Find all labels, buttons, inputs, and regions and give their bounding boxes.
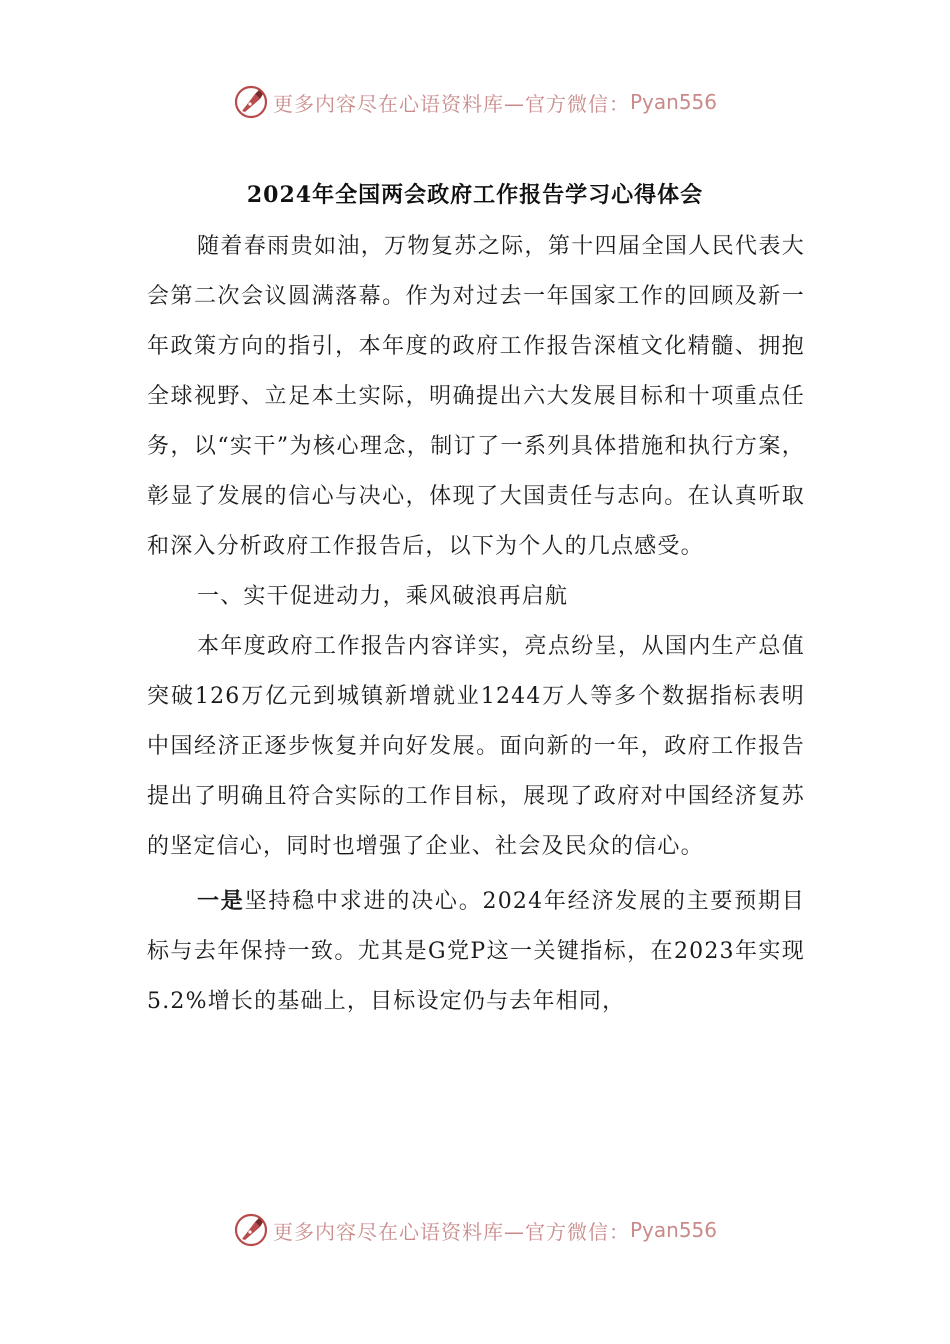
watermark-wechat-id: Pyan556	[629, 90, 717, 114]
watermark-wechat-id: Pyan556	[629, 1218, 717, 1242]
footer-watermark	[0, 1210, 950, 1250]
intro-paragraph: 随着春雨贵如油，万物复苏之际，第十四届全国人民代表大会第二次会议圆满落幕。作为对过去一年国家工作的回顾及新一年政策方向的指引，本年度的政府工作报告深植文化精髓、拥抱全球视野、立足本土实际，明确提出六大发展目标和十项重点任务，以“实干”为核心理念，制订了一系列具体措施和执行方案，彰显了发展的信心与决心，体现了大国责任与志向。在认真听取和深入分析政府工作报告后，以下为个人的几点感受。	[147, 234, 805, 559]
section-heading: 一、实干促进动力，乘风破浪再启航	[197, 584, 569, 609]
watermark-text: 更多内容尽在心语资料库—官方微信：	[272, 91, 630, 116]
document-body	[147, 222, 805, 1027]
watermark-text: 更多内容尽在心语资料库—官方微信：	[272, 1219, 630, 1244]
pen-nib-logo-icon	[233, 1212, 269, 1248]
document-title: 2024年全国两会政府工作报告学习心得体会	[246, 182, 704, 208]
header-watermark	[0, 82, 950, 122]
pen-nib-logo-icon	[233, 84, 269, 120]
point-lead: 一是	[197, 888, 245, 914]
section-paragraph: 本年度政府工作报告内容详实，亮点纷呈，从国内生产总值突破126万亿元到城镇新增就业1244万人等多个数据指标表明中国经济正逐步恢复并向好发展。面向新的一年，政府工作报告提出了明确且符合实际的工作目标，展现了政府对中国经济复苏的坚定信心，同时也增强了企业、社会及民众的信心。	[147, 634, 805, 859]
point-body: 坚持稳中求进的决心。2024年经济发展的主要预期目标与去年保持一致。尤其是G党P这一关键指标，在2023年实现5.2%增长的基础上，目标设定仍与去年相同，	[147, 889, 805, 1014]
point-paragraph	[147, 876, 805, 1027]
